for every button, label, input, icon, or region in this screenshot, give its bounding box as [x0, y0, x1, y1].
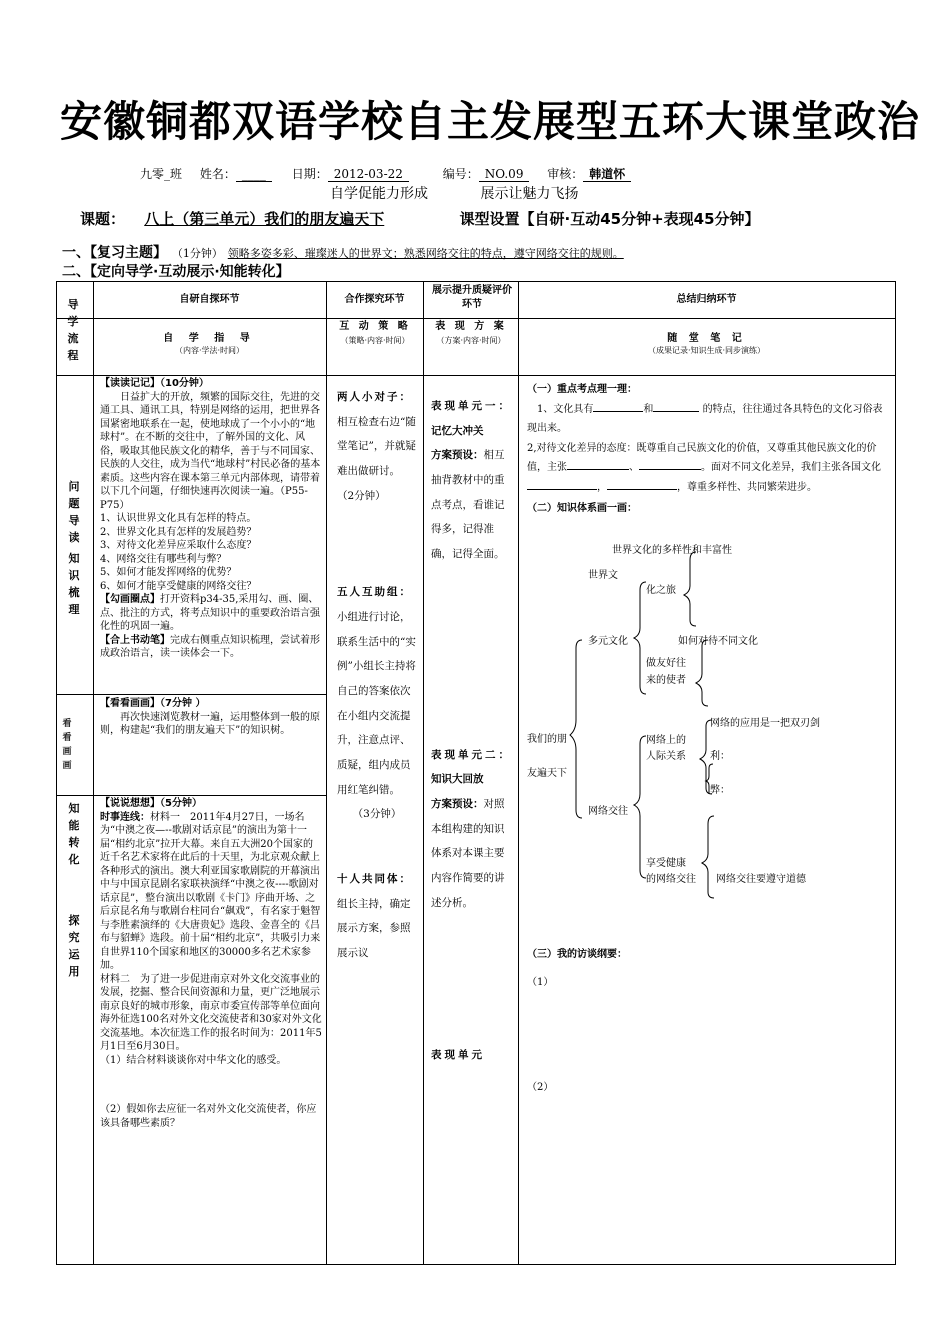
five-text: 小组进行讨论，联系生活中的“实例”小组长主持将自己的答案依次在小组内交流提升，注意点评、质疑，组内成员用红笔纠错。	[337, 611, 416, 796]
col2-sub-note: （策略·内容·时间）	[340, 335, 410, 345]
tree-title: （二）知识体系画一画：	[527, 503, 637, 514]
read-title: 【读读记记】（10分钟）	[100, 378, 209, 389]
col3-sub-note: （方案·内容·时间）	[436, 335, 506, 345]
date-label: 日期：	[291, 167, 328, 181]
tree-envoy-1: 做友好往	[646, 658, 686, 669]
circle-title: 【勾画圈点】	[100, 594, 160, 605]
col3-sub-title: 表 现 方 案	[435, 321, 507, 332]
points-title: （一）重点考点理一理：	[527, 384, 637, 395]
blank-4[interactable]	[639, 469, 701, 470]
blank-6[interactable]	[607, 489, 677, 490]
row-label-draw: 看看画画	[62, 719, 72, 771]
page-title: 安徽铜都双语学校自主发展型五环大课堂政治	[60, 97, 921, 146]
meta-line	[140, 165, 637, 182]
section-review-title: 一、【复习主题】	[62, 245, 167, 261]
interview-1: （1）	[527, 976, 554, 988]
number-label: 编号：	[442, 167, 479, 181]
point-2-e: ，尊重多样性、共同繁荣进步。	[677, 481, 817, 493]
news-label: 时事连线：	[100, 811, 150, 823]
five-title: 五人互助组：	[337, 586, 412, 599]
question-5: 5、如何才能发挥网络的优势？	[100, 567, 237, 578]
name-value: ____	[236, 167, 272, 182]
col1-sub-note: （内容·学法·时间）	[174, 345, 245, 355]
slogan	[330, 183, 626, 203]
col4-header: 总结归纳环节	[676, 294, 737, 305]
col4-sub-title: 随 堂 笔 记	[667, 333, 746, 344]
unit3-title: 表现单元	[431, 1049, 485, 1062]
tree-brackets	[518, 540, 895, 920]
col4-points	[527, 380, 889, 519]
five-time: （3分钟）	[352, 808, 402, 821]
col3-header: 展示提升质疑评价环节	[432, 285, 512, 310]
tree-net-use: 网络的应用是一把双刃剑	[710, 718, 820, 729]
tree-journey: 化之旅	[646, 585, 676, 596]
course-line	[80, 208, 760, 229]
reviewer-value: 韩道怀	[583, 167, 631, 182]
unit1-plan-label: 方案预设：	[431, 449, 484, 462]
unit1-title: 表现单元一：	[431, 400, 512, 412]
question-6: 6、如何才能享受健康的网络交往？	[100, 580, 257, 592]
blank-3[interactable]	[567, 469, 629, 470]
material1: 材料一 2011年4月27日，一场名为“中澳之夜—--歌剧对话京昆”的演出为第十一届“相约北京”拉开大幕。来自五大洲20个国家的近千名艺术家将在此后的十天里，为北京观众献上各种形式的演出。澳大利亚国家歌剧院的开幕演出中与中国京昆剧名家联袂演绎“中澳之夜----歌剧对话京昆”，整台演出以歌剧《卡门》序曲开场、之后京昆名角与歌剧台柱同台“飙戏”，有名家于魁智与李胜素演绎的《大唐贵妃》选段、金喜全的《吕布与貂蝉》选段。前十届“相约北京”，共吸引力来自世界110个国家和地区的30000多名艺术家参加。	[100, 811, 321, 971]
point-2-d: ，	[597, 481, 607, 493]
material2: 材料二 为了进一步促进南京对外文化交流事业的发展，挖掘、整合民间资源和力量，更广泛地展示南京良好的城市形象，南京市委宣传部等单位面向海外征选100名对外文化交流使者和30家对外文化交流基地。本次征选工作的报名时间为：2011年5月1日至6月30日。	[100, 973, 322, 1052]
look-title: 【看看画画】（7分钟 ）	[100, 698, 206, 709]
tree-net-rel-2: 人际关系	[646, 751, 686, 762]
point-1-c: 的特点，往往通过各具特色的文化习俗表现出来。	[527, 403, 883, 434]
slogan-left: 自学促能力形成	[330, 186, 428, 202]
section-guide-title: 二、【定向导学·互动展示·知能转化】	[62, 264, 290, 280]
circle-text: 打开资料p34-35,采用勾、画、圈、点、批注的方式，将考点知识中的重要政治语言强化性的巩固一遍。	[100, 594, 320, 632]
point-2	[527, 439, 889, 498]
point-1-a: 1、文化具有	[537, 403, 594, 415]
point-2-a: 2,对待文化差异的态度：既尊重自己民族文化的价值，又尊重其他民族文化的价值，主张	[527, 442, 877, 473]
question-culture: （1）结合材料谈谈你对中华文化的感受。	[100, 1054, 287, 1066]
tree-health-2: 的网络交往	[646, 874, 696, 885]
tree-harm: 弊：	[710, 785, 730, 796]
close-para	[100, 634, 322, 661]
blank-5[interactable]	[527, 489, 597, 490]
tree-diverse: 多元文化	[588, 636, 628, 647]
col2-content	[337, 385, 417, 966]
unit2-plan-label: 方案预设：	[431, 798, 484, 811]
slogan-right: 展示让魅力飞扬	[480, 186, 579, 202]
tree-root-2: 友遍天下	[527, 768, 567, 779]
course-value: 八上（第三单元）我们的朋友遍天下	[144, 210, 385, 228]
course-type: 课型设置【自研·互动45分钟+表现45分钟】	[459, 210, 760, 228]
tree-root-1: 我们的朋	[527, 734, 567, 745]
tree-benefit: 利：	[710, 751, 730, 762]
unit1-text: 相互抽背教材中的重点考点，看谁记得多，记得准确，记得全面。	[431, 449, 505, 561]
pair-text: 相互检查右边“随堂笔记”，并就疑难出做研讨。	[337, 415, 416, 478]
tree-envoy-2: 来的使者	[646, 675, 686, 686]
pair-time: （2分钟）	[337, 489, 386, 502]
course-label: 课题：	[80, 210, 126, 228]
col2-sub-title: 互 动 策 略	[339, 321, 411, 332]
interview-title: （三）我的访谈纲要：	[527, 949, 627, 960]
col1-header: 自研自探环节	[179, 294, 240, 305]
col1-subheader	[93, 332, 326, 356]
col0-header: 导学流程	[67, 298, 79, 363]
say-title: 【说说想想】（5分钟）	[100, 798, 202, 809]
unit1-name: 记忆大冲关	[431, 424, 484, 437]
unit2-title: 表现单元二：	[431, 748, 512, 761]
circle-para	[100, 593, 322, 634]
unit1-plan	[431, 443, 513, 566]
col2-subheader	[333, 320, 417, 346]
unit2-text: 对照本组构建的知识体系对本课主要内容作简要的讲述分析。	[431, 798, 505, 909]
point-1	[527, 400, 889, 439]
col2-header: 合作探究环节	[344, 294, 405, 305]
unit2-name: 知识大回放	[431, 773, 484, 786]
col1-look-section	[100, 697, 322, 738]
col4-subheader	[518, 332, 895, 356]
tree-world: 世界文	[588, 570, 618, 581]
tree-health-1: 享受健康	[646, 858, 686, 869]
row-label-transform: 知能转化	[68, 802, 80, 867]
look-text: 再次快速浏览教材一遍，运用整体到一般的原则，构建起“我们的朋友遍天下”的知识树。	[100, 711, 320, 736]
material1-para	[100, 811, 322, 973]
reviewer-label: 审核：	[547, 167, 584, 181]
col3-content	[431, 394, 513, 1068]
tree-net-rel-1: 网络上的	[646, 735, 686, 746]
read-text: 日益扩大的开放，频繁的国际交往，先进的交通工具、通讯工具，特别是网络的运用，把世界各国紧密地联系在一起，使地球成了一个小小的“地球村”。在不断的交往中，了解外国的文化、风俗，吸取其他民族文化的精华，善于与不同国家、民族的人交往，成为当代“地球村”村民必备的基本素质。这些内容在课本第三单元内部体现，请带着以下几个问题，仔细快速再次阅读一遍。（P55-P75）	[100, 391, 321, 511]
point-2-c: 。面对不同文化差异，我们主张各国文化	[701, 462, 881, 473]
row-label-explore: 探究运用	[68, 914, 80, 979]
tree-top: 世界文化的多样性和丰富性	[612, 545, 732, 556]
close-title: 【合上书动笔】	[100, 634, 170, 646]
tree-ethics: 网络交往要遵守道德	[716, 874, 806, 885]
ten-text: 组长主持，确定展示方案，参照展示议	[337, 897, 411, 960]
tree-net: 网络交往	[588, 806, 628, 817]
question-3: 3、对待文化差异应采取什么态度？	[100, 540, 257, 551]
number-value: NO.09	[479, 167, 530, 182]
name-label: 姓名：	[199, 167, 236, 181]
col3-subheader	[428, 320, 514, 346]
pair-title: 两人小对子：	[337, 391, 412, 403]
question-envoy: （2）假如你去应征一名对外文化交流使者，你应该具备哪些素质？	[100, 1104, 317, 1129]
question-1: 1、认识世界文化具有怎样的特点。	[100, 513, 257, 524]
col1-sub-title: 自 学 指 导	[163, 333, 256, 344]
point-1-b: 和	[643, 403, 654, 415]
interview-2: （2）	[527, 1082, 554, 1093]
ten-title: 十人共同体：	[337, 873, 412, 886]
row-label-knowledge: 知识梳理	[68, 552, 80, 617]
col1-say-section	[100, 797, 322, 1130]
col1-read-section	[100, 377, 322, 661]
close-text: 完成右侧重点知识梳理，尝试着形成政治语言，读一读体会一下。	[100, 634, 320, 659]
blank-1[interactable]	[593, 411, 643, 412]
class-label: 九零_班	[140, 167, 183, 181]
row-label-question: 问题导读	[68, 480, 80, 545]
section-review	[62, 242, 624, 262]
tree-treat: 如何对待不同文化	[678, 636, 758, 647]
question-4: 4、网络交往有哪些利与弊？	[100, 553, 227, 565]
unit2-plan	[431, 792, 513, 915]
col4-interview	[527, 945, 889, 1098]
col4-sub-note: （成果记录·知识生成·同步演练）	[647, 345, 766, 355]
section-review-content: 领略多姿多彩、璀璨迷人的世界文；熟悉网络交往的特点，遵守网络交往的规则。	[227, 247, 624, 260]
section-review-time: （1分钟）	[171, 247, 223, 260]
blank-2[interactable]	[653, 411, 699, 412]
question-2: 2、世界文化具有怎样的发展趋势？	[100, 526, 257, 538]
point-2-b: 、	[629, 462, 639, 473]
date-value: 2012-03-22	[328, 167, 409, 182]
